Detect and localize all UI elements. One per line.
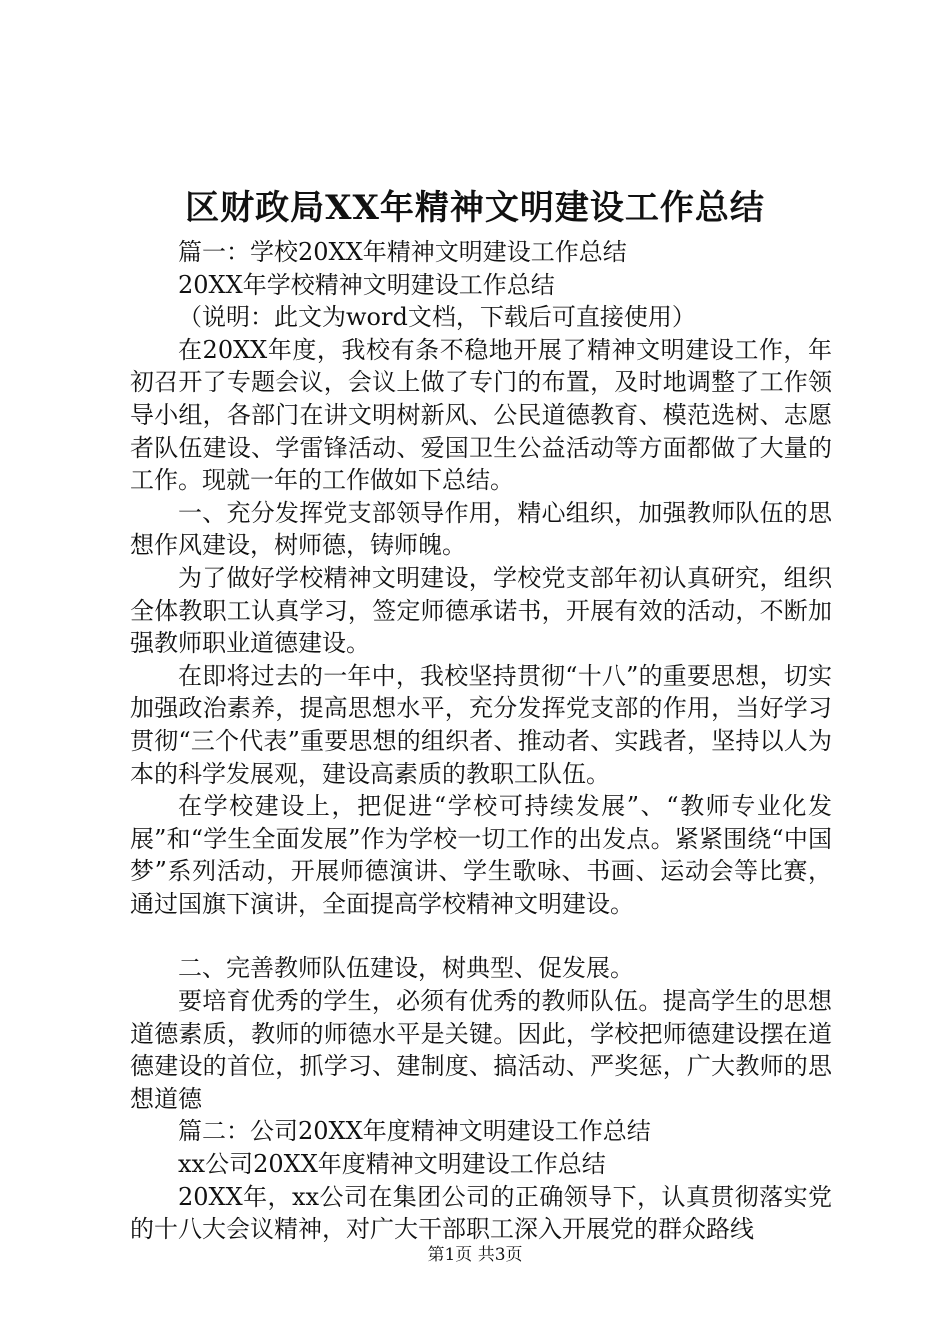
paragraph-part1-subtitle: 20XX年学校精神文明建设工作总结 <box>178 270 555 299</box>
paragraph-body: 20XX年，xx公司在集团公司的正确领导下，认真贯彻落实党的十八大会议精神，对广大干部职工深入开展党的群众路线 <box>130 1182 832 1244</box>
paragraph-body: 为了做好学校精神文明建设，学校党支部年初认真研究，组织全体教职工认真学习，签定师德承诺书，开展有效的活动，不断加强教师职业道德建设。 <box>130 563 832 658</box>
paragraph-section-one-heading: 一、充分发挥党支部领导作用，精心组织，加强教师队伍的思想作风建设，树师德，铸师魄。 <box>130 498 832 560</box>
paragraph-section-two-heading: 二、完善教师队伍建设，树典型、促发展。 <box>178 954 634 983</box>
paragraph-body: 在学校建设上，把促进“学校可持续发展”、“教师专业化发展”和“学生全面发展”作为学校一切工作的出发点。紧紧围绕“中国梦”系列活动，开展师德演讲、学生歌咏、书画、运动会等比赛，通过国旗下演讲，全面提高学校精神文明建设。 <box>130 792 832 918</box>
paragraph-part2-subtitle: xx公司20XX年度精神文明建设工作总结 <box>178 1150 606 1179</box>
document-body <box>130 236 832 1246</box>
paragraph-part2-heading: 篇二：公司20XX年度精神文明建设工作总结 <box>178 1117 651 1146</box>
page-number-footer: 第1页 共3页 <box>427 1245 523 1265</box>
paragraph-body: 在即将过去的一年中，我校坚持贯彻“十八”的重要思想，切实加强政治素养，提高思想水平，充分发挥党支部的作用，当好学习贯彻“三个代表”重要思想的组织者、推动者、实践者，坚持以人为本的科学发展观，建设高素质的教职工队伍。 <box>130 661 832 788</box>
paragraph-part1-heading: 篇一：学校20XX年精神文明建设工作总结 <box>178 238 627 266</box>
document-title: 区财政局XX年精神文明建设工作总结 <box>185 188 765 228</box>
paragraph-body: 要培育优秀的学生，必须有优秀的教师队伍。提高学生的思想道德素质，教师的师德水平是关键。因此，学校把师德建设摆在道德建设的首位，抓学习、建制度、搞活动、严奖惩，广大教师的思想道德 <box>130 987 832 1113</box>
paragraph-note: （说明：此文为word文档，下载后可直接使用） <box>178 303 696 332</box>
paragraph-intro: 在20XX年度，我校有条不稳地开展了精神文明建设工作，年初召开了专题会议，会议上做了专门的布置，及时地调整了工作领导小组，各部门在讲文明树新风、公民道德教育、模范选树、志愿者队伍建设、学雷锋活动、爱国卫生公益活动等方面都做了大量的工作。现就一年的工作做如下总结。 <box>130 335 832 495</box>
